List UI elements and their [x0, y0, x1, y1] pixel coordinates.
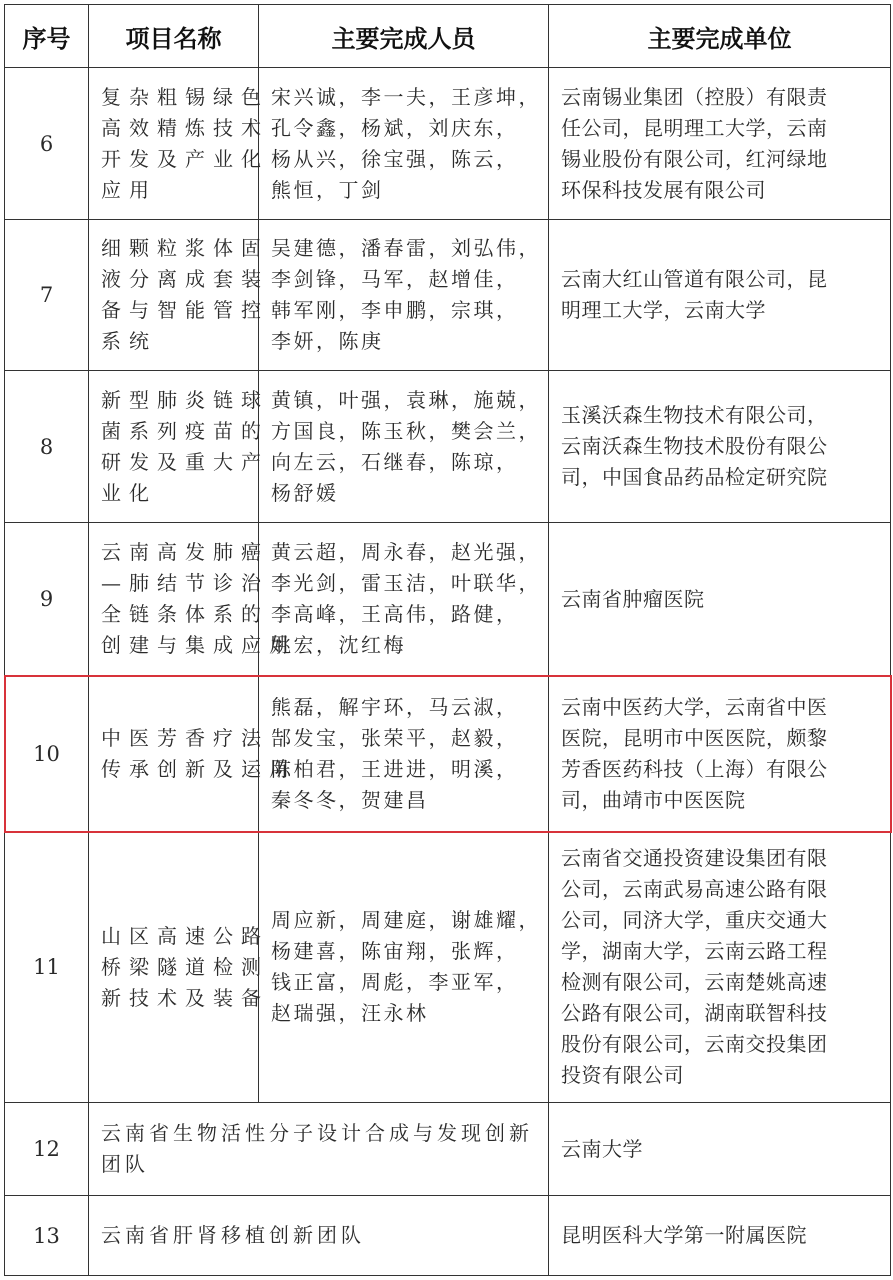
cell-line: 系统: [101, 329, 157, 353]
cell-line: 吴建德，潘春雷，刘弘伟，: [271, 236, 541, 260]
cell-line: 云南大红山管道有限公司，昆: [561, 267, 828, 291]
header-units: 主要完成单位: [549, 5, 891, 68]
table-row: [5, 68, 891, 220]
cell-line: 开发及产业化: [101, 146, 269, 171]
row-number: 11: [5, 832, 89, 1103]
units-cell: [549, 68, 891, 220]
units-cell: [549, 1103, 891, 1196]
cell-line: 创建与集成应用: [101, 633, 297, 657]
cell-line: 云南省肝肾移植创新团队: [101, 1223, 365, 1247]
cell-line: 司，中国食品药品检定研究院: [561, 465, 828, 489]
table-row: [5, 371, 891, 523]
project-name: [89, 220, 269, 371]
row-number: 8: [5, 371, 89, 523]
row-number: 13: [5, 1196, 89, 1276]
cell-line: 秦冬冬，贺建昌: [271, 787, 429, 812]
row-number: 6: [5, 68, 89, 220]
cell-line: 玉溪沃森生物技术有限公司，: [561, 403, 828, 427]
cell-line: 李高峰，王高伟，路健，: [271, 602, 519, 626]
cell-line: 司，曲靖市中医医院: [561, 787, 746, 812]
awards-table: [4, 4, 891, 1276]
cell-line: 液分离成套装: [101, 267, 269, 291]
cell-line: 业化: [101, 480, 157, 505]
row-number: 12: [5, 1103, 89, 1196]
cell-line: 环保科技发展有限公司: [561, 177, 766, 202]
cell-line: 云南高发肺癌: [101, 540, 269, 564]
project-name: [89, 1196, 549, 1276]
row-number: 7: [5, 220, 89, 371]
header-people: 主要完成人员: [259, 5, 549, 68]
cell-line: 杨舒媛: [271, 480, 339, 505]
cell-line: 团队: [101, 1152, 149, 1176]
header-project-name: 项目名称: [89, 5, 259, 68]
cell-line: —肺结节诊治: [101, 571, 269, 595]
cell-line: 钱正富，周彪，李亚军，: [271, 970, 519, 994]
cell-line: 熊恒，丁剑: [271, 177, 384, 202]
people-cell: [259, 220, 549, 371]
cell-line: 研发及重大产: [101, 449, 269, 474]
units-cell: [549, 523, 891, 676]
people-cell: [259, 68, 549, 220]
cell-line: 黄镇，叶强，袁琳，施兢，: [271, 387, 541, 412]
cell-line: 云南省交通投资建设集团有限: [561, 846, 828, 870]
cell-line: 云南中医药大学，云南省中医: [561, 694, 828, 719]
cell-line: 云南省生物活性分子设计合成与发现创新: [101, 1121, 533, 1145]
cell-line: 昆明医科大学第一附属医院: [561, 1223, 807, 1247]
table-row: [5, 1196, 891, 1276]
cell-line: 中医芳香疗法: [101, 725, 269, 750]
cell-line: 郜发宝，张荣平，赵毅，: [271, 725, 519, 750]
cell-line: 陈柏君，王进进，明溪，: [271, 756, 519, 781]
cell-line: 芳香医药科技（上海）有限公: [561, 756, 828, 781]
cell-line: 股份有限公司，云南交投集团: [561, 1032, 828, 1056]
row-number: 9: [5, 523, 89, 676]
cell-line: 韩军刚，李申鹏，宗琪，: [271, 298, 519, 322]
cell-line: 医院，昆明市中医医院，颇黎: [561, 725, 828, 750]
cell-line: 细颗粒浆体固: [101, 236, 269, 260]
cell-line: 宋兴诚，李一夫，王彦坤，: [271, 84, 541, 109]
people-cell: [259, 832, 549, 1103]
cell-line: 任公司，昆明理工大学，云南: [561, 115, 828, 140]
people-cell: [259, 676, 549, 832]
cell-line: 投资有限公司: [561, 1063, 684, 1087]
cell-line: 李剑锋，马军，赵增佳，: [271, 267, 519, 291]
project-name: [89, 676, 297, 832]
cell-line: 公司，同济大学，重庆交通大: [561, 908, 828, 932]
table-header: [5, 5, 891, 68]
people-cell: [259, 523, 549, 676]
row-number: 10: [5, 676, 89, 832]
table-row: [5, 832, 891, 1103]
cell-line: 新技术及装备: [101, 985, 269, 1010]
cell-line: 熊磊，解宇环，马云淑，: [271, 694, 519, 719]
header-no: 序号: [5, 5, 89, 68]
cell-line: 云南大学: [561, 1136, 643, 1161]
cell-line: 黄云超，周永春，赵光强，: [271, 540, 541, 564]
units-cell: [549, 220, 891, 371]
project-name: [89, 68, 269, 220]
cell-line: 学，湖南大学，云南云路工程: [561, 939, 828, 963]
cell-line: 备与智能管控: [101, 298, 269, 322]
cell-line: 新型肺炎链球: [101, 387, 269, 412]
cell-line: 李光剑，雷玉洁，叶联华，: [271, 571, 541, 595]
cell-line: 杨从兴，徐宝强，陈云，: [271, 146, 519, 171]
units-cell: [549, 832, 891, 1103]
cell-line: 菌系列疫苗的: [101, 418, 269, 443]
cell-line: 姚宏，沈红梅: [271, 633, 406, 657]
cell-line: 杨建喜，陈宙翔，张辉，: [271, 939, 519, 963]
cell-line: 应用: [101, 177, 157, 202]
units-cell: [549, 676, 891, 832]
table-row: [5, 1103, 891, 1196]
cell-line: 检测有限公司，云南楚姚高速: [561, 970, 828, 994]
cell-line: 桥梁隧道检测: [101, 954, 269, 979]
units-cell: [549, 371, 891, 523]
cell-line: 复杂粗锡绿色: [101, 84, 269, 109]
cell-line: 公路有限公司，湖南联智科技: [561, 1001, 828, 1025]
project-name: [89, 523, 297, 676]
cell-line: 全链条体系的: [101, 602, 269, 626]
cell-line: 高效精炼技术: [101, 115, 269, 140]
cell-line: 赵瑞强，汪永林: [271, 1001, 429, 1025]
cell-line: 云南省肿瘤医院: [561, 586, 705, 611]
units-cell: [549, 1196, 891, 1276]
cell-line: 明理工大学，云南大学: [561, 298, 766, 322]
table-row: [5, 220, 891, 371]
cell-line: 李妍，陈庚: [271, 329, 384, 353]
project-name: [89, 1103, 549, 1196]
cell-line: 锡业股份有限公司，红河绿地: [561, 146, 828, 171]
cell-line: 传承创新及运用: [101, 756, 297, 781]
table-body: [5, 68, 891, 1276]
cell-line: 云南锡业集团（控股）有限责: [561, 84, 828, 109]
cell-line: 山区高速公路: [101, 923, 269, 948]
cell-line: 孔令鑫，杨斌，刘庆东，: [271, 115, 519, 140]
table-row: [5, 676, 891, 832]
people-cell: [259, 371, 549, 523]
cell-line: 周应新，周建庭，谢雄耀，: [271, 908, 541, 932]
cell-line: 云南沃森生物技术股份有限公: [561, 434, 828, 458]
project-name: [89, 832, 269, 1103]
cell-line: 向左云，石继春，陈琼，: [271, 449, 519, 474]
project-name: [89, 371, 269, 523]
table-row: [5, 523, 891, 676]
cell-line: 公司，云南武易高速公路有限: [561, 877, 828, 901]
cell-line: 方国良，陈玉秋，樊会兰，: [271, 418, 541, 443]
